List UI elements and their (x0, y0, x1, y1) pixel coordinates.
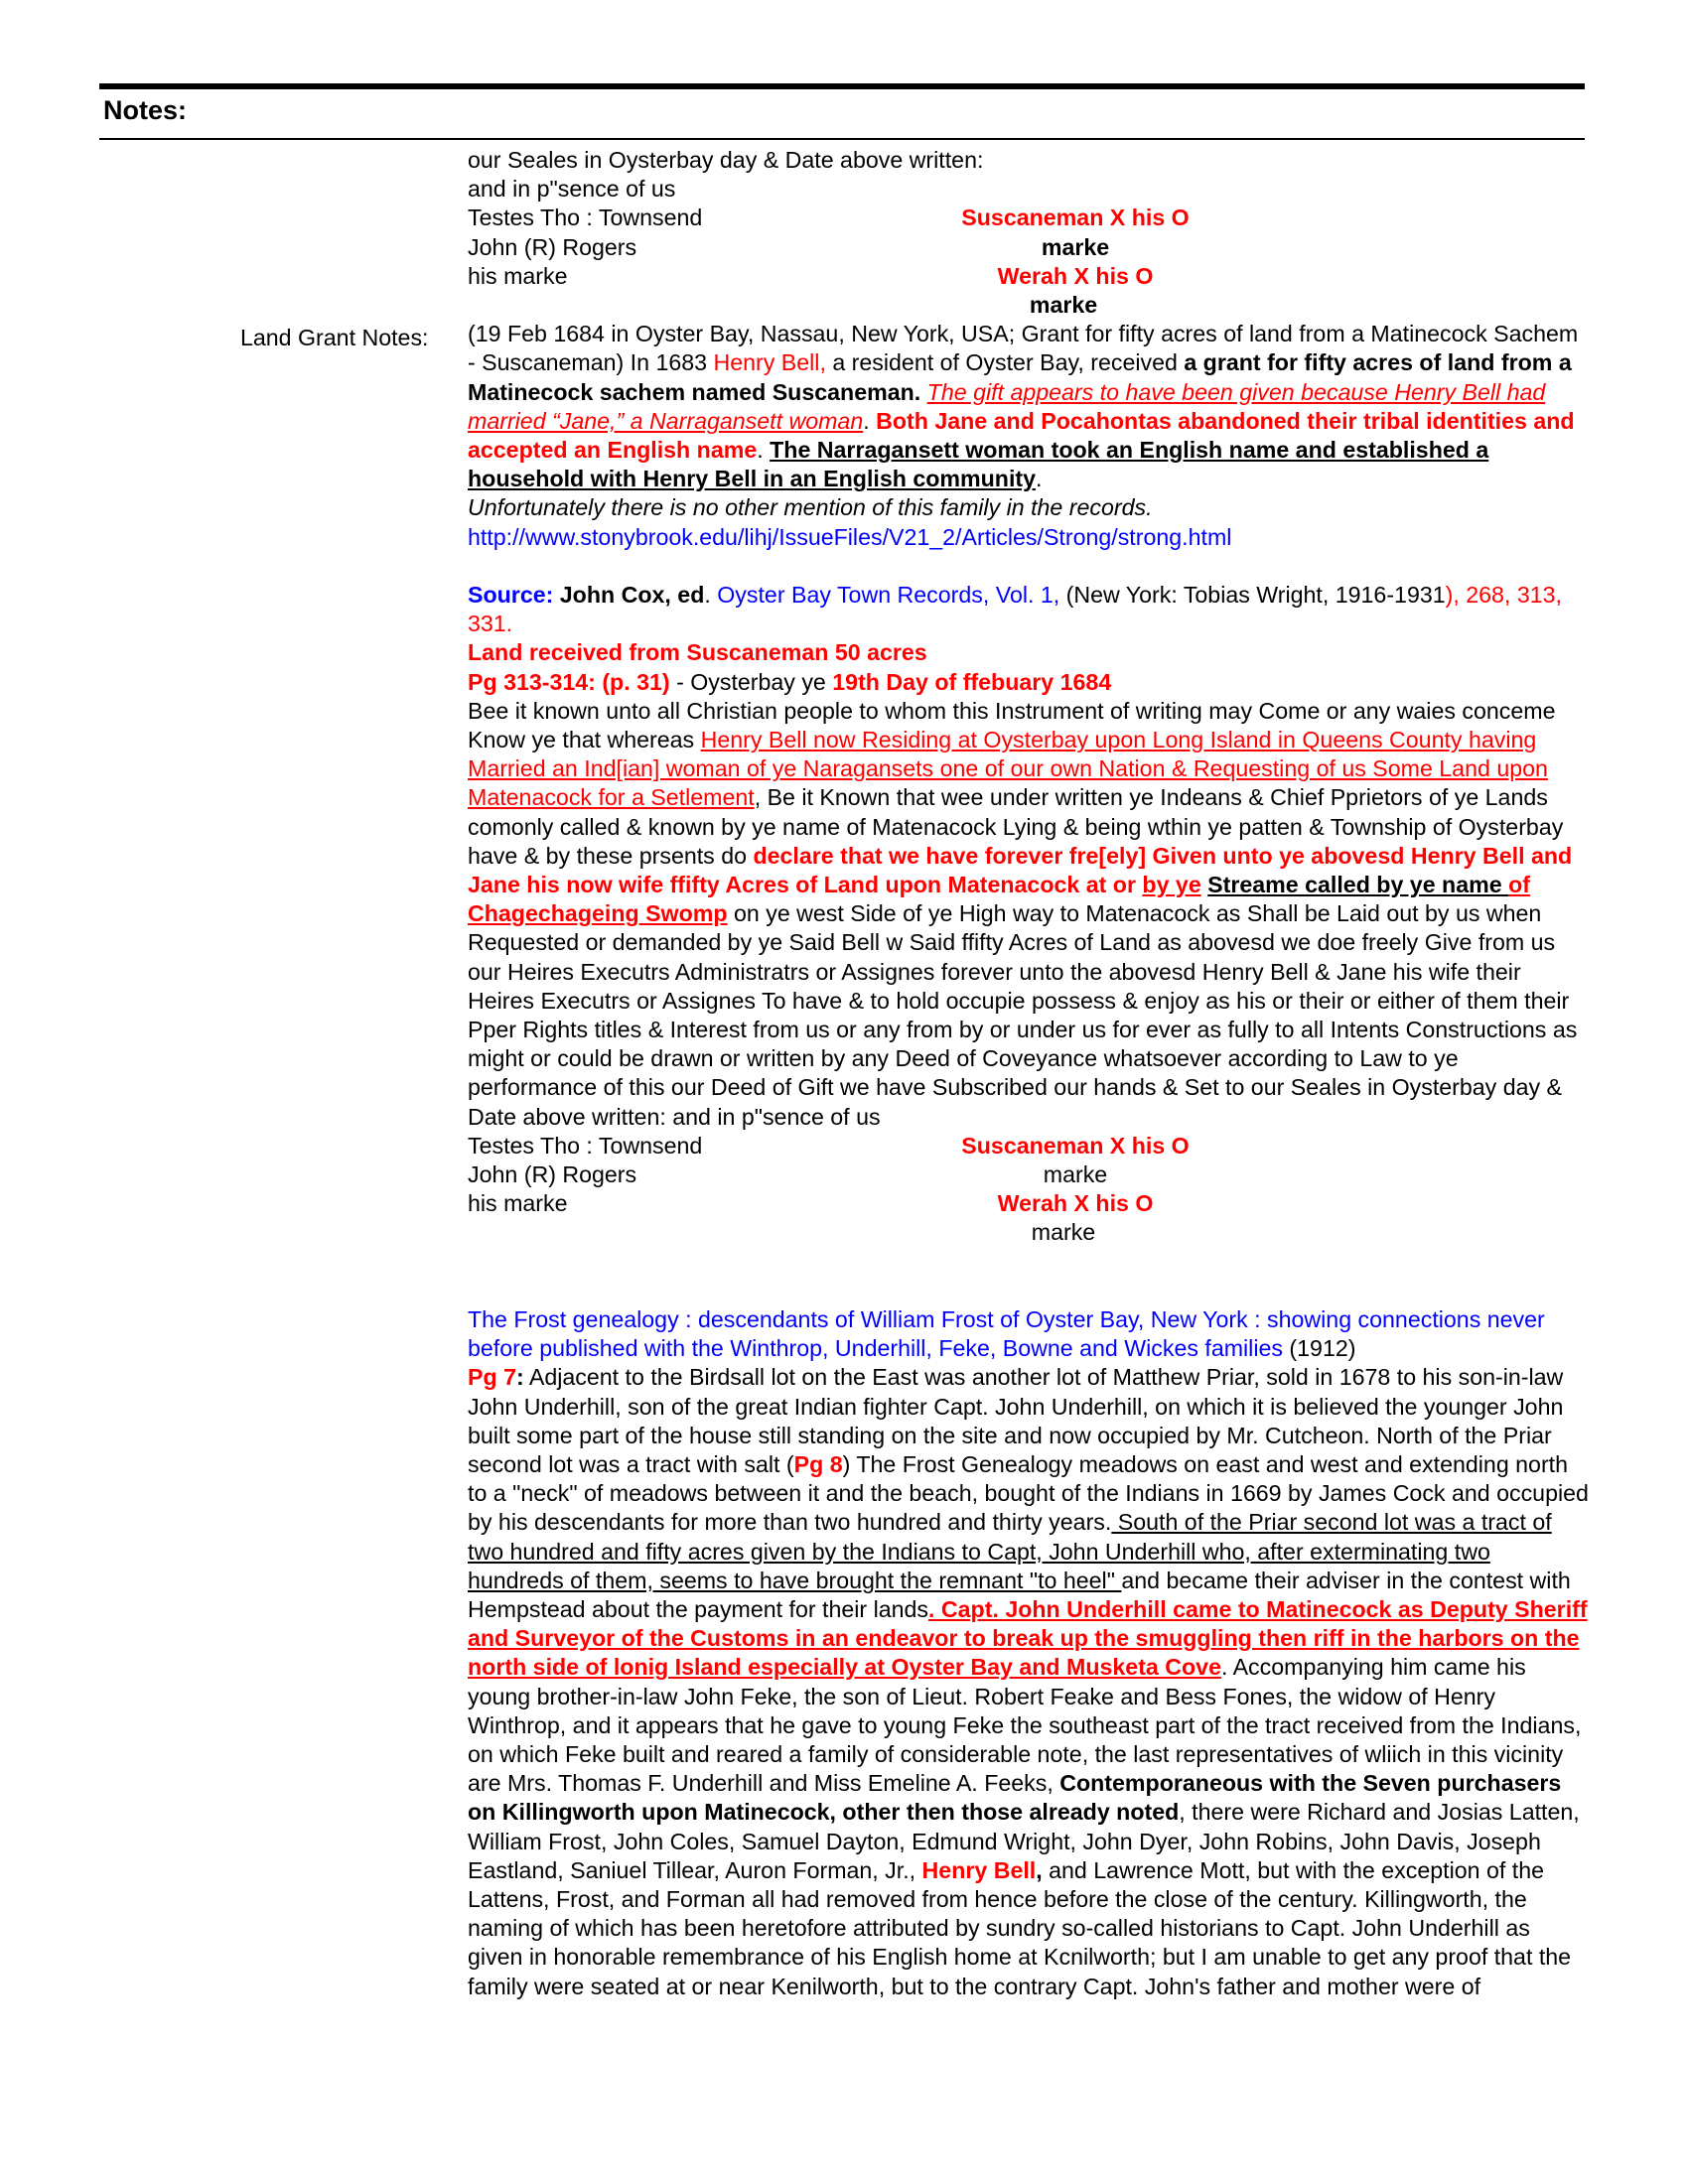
signature-row (468, 1218, 1590, 1247)
signature-row (468, 204, 1590, 232)
frost-genealogy-title (468, 1305, 1590, 1363)
page-ref: Pg 7 (468, 1364, 516, 1391)
bold-red-underlined-text: by ye (1142, 871, 1201, 897)
signature-left: and in p"sence of us (468, 176, 676, 203)
signature-row (468, 1160, 1590, 1189)
no-mention-note: Unfortunately there is no other mention of this family in the records. (468, 494, 1153, 521)
signature-row (468, 262, 1590, 291)
text-run: , (1036, 1856, 1043, 1883)
text-run: . (863, 407, 877, 434)
signature-row (468, 1189, 1590, 1218)
signer-name: Werah X his O (997, 1190, 1154, 1217)
signer-name: Suscaneman X his O (961, 1132, 1190, 1159)
witness-mark: his marke (468, 1190, 568, 1217)
frost-genealogy-excerpt (468, 1363, 1590, 2000)
text-run: on ye west Side of ye High way to Matenacock as Shall be Laid out by us when Requested or demanded by ye Said Bell w Said ffifty Acres of Land as abovesd we doe freely Give from us our Heires Executrs Administratrs or Assignes forever unto the abovesd Henry Bell & Jane his wife their Heires Executrs or Assignes To have & to hold occupie possess & enjoy as his or their or either of them their Pper Rights titles & Interest from us or any from by or under us for ever as fully to all Intents Constructions as might or could be drawn or written by any Deed of Coveyance whatsoever according to Law to ye performance of this our Deed of Gift we have Subscribed our hands & Set to our Seales in Oysterbay day & Date above written: and in p"sence of us (468, 900, 1578, 1130)
signature-block-bottom (468, 1132, 1590, 1248)
bold-underlined-statement: The Narragansett woman took an English name and established a household with Henry Bell in an English community (468, 436, 1489, 492)
book-year: (1912) (1282, 1335, 1356, 1362)
witness-name: John (R) Rogers (468, 233, 637, 260)
witness-name: Testes Tho : Townsend (468, 205, 703, 231)
text-run: . Accompanying him came his young brother-in-law John Feke, the son of Lieut. Robert Feake and Bess Fones, the widow of Henry Winthrop, and it appears that he gave to young Feke the southeast part of the tract received from the Indians, on which Feke built and reared a family of considerable note, the last representatives of wliich in this vicinity are Mrs. Thomas F. Underhill and Miss Emeline A. Feeks, (468, 1654, 1582, 1797)
bold-red-statement: Both Jane and Pocahontas abandoned their tribal identities and accepted an English name (468, 407, 1575, 463)
text-run: and became their adviser in the contest with Hempstead about the payment for their lands (468, 1567, 1571, 1622)
signature-row (468, 1132, 1590, 1160)
bold-red-underlined-text: of Chagechageing Swomp (468, 871, 1530, 927)
book-title: The Frost genealogy : descendants of William Frost of Oyster Bay, New York : showing connections never before published with the Winthrop, Underhill, Feke, Bowne and Wickes families (468, 1305, 1545, 1362)
page-ref: Pg 313-314: (p. 31) (468, 668, 670, 695)
underlined-red-text: Henry Bell now Residing at Oysterbay upon Long Island in Queens County having Married an Ind[ian] woman of ye Naragansets one of our own Nation & Requesting of us Some Land upon Matenacock for a Setlement (468, 726, 1548, 811)
source-editor: John Cox, ed (553, 581, 705, 608)
text-run: . (1036, 466, 1043, 492)
text-run: Adjacent to the Birdsall lot on the East was another lot of Matthew Priar, sold in 1678 to his son-in-law John Underhill, son of the great Indian fighter Capt. John Underhill, on which it is believed the younger John built some part of the house still standing on the site and now occupied by Mr. Cutcheon. North of the Priar second lot was a tract with salt ( (468, 1364, 1564, 1477)
text-run: and Lawrence Mott, but with the exception of the Lattens, Frost, and Forman all had removed from hence before the close of the century. Killingworth, the naming of which has been heretofore attributed by sundry so-called historians to Capt. John Underhill as given in honorable remembrance of his English home at Kcnilworth; but I am unable to get any proof that the family were seated at or near Kenilworth, but to the contrary Capt. John's father and mother were of (468, 1856, 1572, 1999)
spacer (468, 1248, 1590, 1277)
header-rule (99, 138, 1585, 140)
witness-name: John (R) Rogers (468, 1160, 637, 1187)
signature-block-top (468, 146, 1590, 320)
bold-text: Contemporaneous with the Seven purchasers on Killingworth upon Matinecock, other then those already noted (468, 1770, 1562, 1826)
spacer (468, 1277, 1590, 1305)
signer-mark: marke (1041, 233, 1110, 260)
text-run: - Oysterbay ye (669, 668, 833, 695)
source-citation (468, 581, 1590, 638)
source-url-link[interactable]: http://www.stonybrook.edu/lihj/IssueFiles/V21_2/Articles/Strong/strong.html (468, 523, 1232, 550)
signer-mark: marke (1043, 1160, 1108, 1187)
text-run: a resident of Oyster Bay, received (825, 349, 1185, 376)
signature-left: our Seales in Oysterbay day & Date above written: (468, 147, 984, 173)
page-ref: Pg 8 (793, 1450, 843, 1477)
source-label: Source: (468, 581, 554, 608)
bold-red-text: declare that we have forever fre[ely] Given unto ye abovesd Henry Bell and Jane his now wife ffifty Acres of Land upon Matenacock at or (468, 842, 1573, 897)
deed-date-line (468, 668, 1590, 697)
witness-name: Testes Tho : Townsend (468, 1132, 703, 1159)
text-run: , there were Richard and Josias Latten, William Frost, John Coles, Samuel Dayton, Edmund Wright, John Dyer, John Robins, John Davis, Joseph Eastland, Saniuel Tillear, Auron Forman, Jr., (468, 1799, 1580, 1883)
bold-underlined-text: Streame called by ye name (1207, 871, 1509, 897)
text-run: ) The Frost Genealogy meadows on east and west and extending north to a "neck" of meadows between it and the beach, bought of the Indians in 1669 by James Cock and occupied by his descendants for more than two hundred and thirty years. (468, 1450, 1589, 1536)
land-grant-label: Land Grant Notes: (240, 325, 429, 350)
top-rule (99, 83, 1585, 89)
land-grant-paragraph (468, 320, 1590, 493)
italic-underlined-statement: The gift appears to have been given because Henry Bell had married “Jane,” a Narragansett woman (468, 378, 1546, 434)
text-run: , Be it Known that wee under written ye Indeans & Chief Pprietors of ye Lands comonly called & known by ye name of Matenacock Lying & being wthin ye patten & Township of Oysterbay have & by these prsents do (468, 784, 1564, 869)
source-title: Oyster Bay Town Records, Vol. 1, (717, 581, 1066, 608)
notes-content (468, 146, 1590, 2001)
text-run: : (515, 1364, 524, 1391)
underlined-text: South of the Priar second lot was a tract of two hundred and fifty acres given by the Indians to Capt, John Underhill who, after exterminating two hundreds of them, seems to have brought the remnant "to heel" (468, 1509, 1552, 1593)
signer-mark: marke (1031, 1219, 1096, 1246)
text-run: . (757, 436, 771, 463)
signature-row (468, 291, 1590, 320)
witness-mark: his marke (468, 262, 568, 289)
notes-heading: Notes: (103, 95, 188, 125)
highlight-name: Henry Bell, (713, 349, 826, 376)
spacer (468, 552, 1590, 581)
signature-row (468, 233, 1590, 262)
highlight-name: Henry Bell (921, 1856, 1037, 1883)
bold-red-underlined-text: . Capt. John Underhill came to Matinecock as Deputy Sheriff and Surveyor of the Customs in an endeavor to break up the smuggling then riff in the harbors on the north side of lonig Island especially at Oyster Bay and Musketa Cove (468, 1595, 1588, 1681)
signer-mark: marke (1029, 291, 1098, 318)
deed-paragraph (468, 697, 1590, 1132)
land-received-line: Land received from Suscaneman 50 acres (468, 639, 927, 666)
signer-name: Werah X his O (997, 262, 1154, 289)
source-pages: ), 268, 313, 331. (468, 581, 1562, 637)
signer-name: Suscaneman X his O (961, 205, 1190, 231)
text-run: . (704, 581, 718, 608)
source-publisher: (New York: Tobias Wright, 1916-1931 (1065, 581, 1446, 608)
text-run: Bee it known unto all Christian people to whom this Instrument of writing may Come or any waies conceme Know ye that whereas (468, 697, 1556, 752)
signature-row (468, 175, 1590, 204)
bold-statement: a grant for fifty acres of land from a Matinecock sachem named Suscaneman. (468, 349, 1572, 405)
text-run: (19 Feb 1684 in Oyster Bay, Nassau, New York, USA; Grant for fifty acres of land from a Matinecock Sachem - Suscaneman) In 1683 (468, 321, 1579, 376)
deed-date: 19th Day of ffebuary 1684 (832, 668, 1112, 695)
signature-row (468, 146, 1590, 175)
